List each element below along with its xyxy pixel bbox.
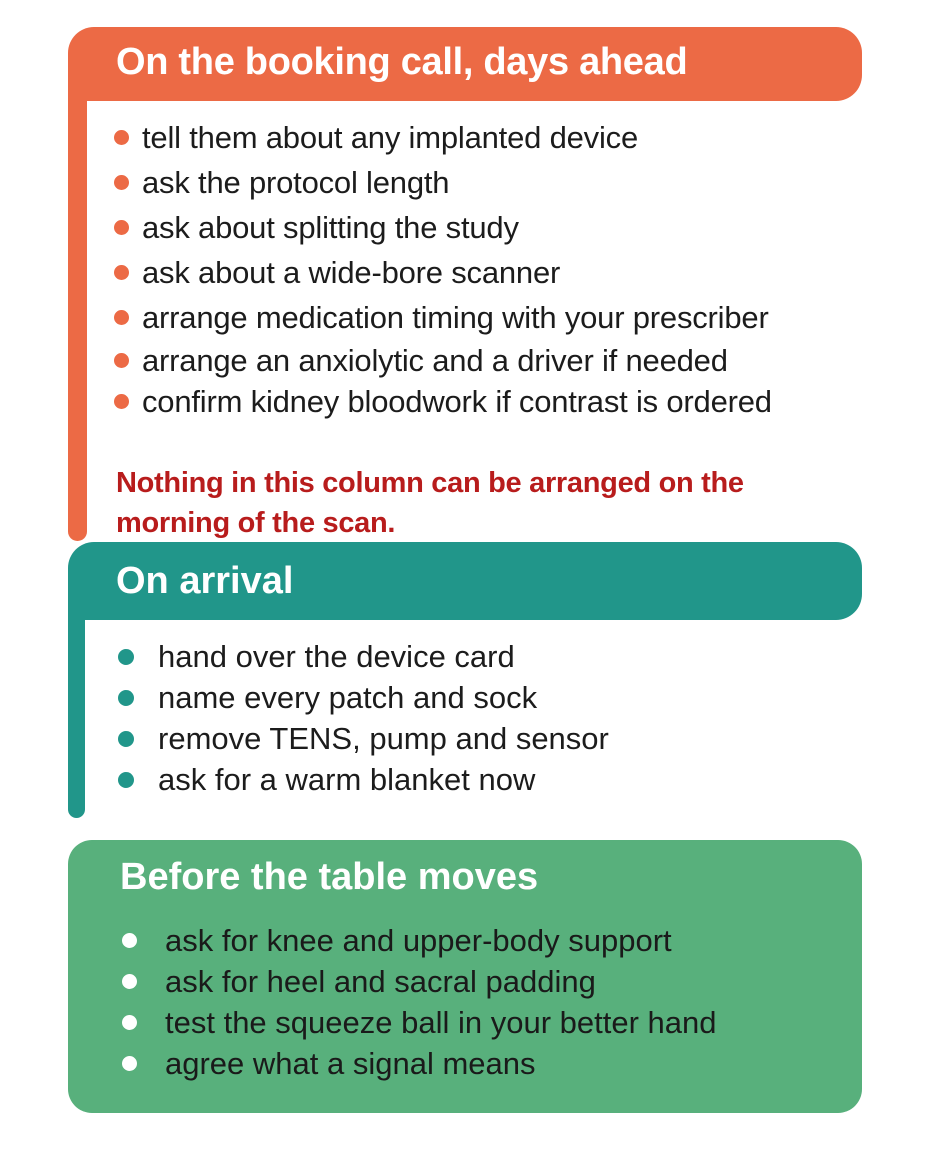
list-item xyxy=(118,636,609,677)
bullet-dot-icon xyxy=(122,933,137,948)
list-item-text: ask for heel and sacral padding xyxy=(165,963,596,999)
bullet-dot-icon xyxy=(114,265,129,280)
list-item xyxy=(114,115,772,160)
list-item-text: ask the protocol length xyxy=(142,164,450,200)
list-item-text: agree what a signal means xyxy=(165,1045,536,1081)
list-item-text: ask for a warm blanket now xyxy=(158,761,536,797)
list-item-text: name every patch and sock xyxy=(158,679,538,715)
bullet-dot-icon xyxy=(114,353,129,368)
table-section-title: Before the table moves xyxy=(120,856,539,898)
bullet-dot-icon xyxy=(114,175,129,190)
list-item-text: arrange medication timing with your prescriber xyxy=(142,299,769,335)
list-item-text: ask for knee and upper-body support xyxy=(165,922,672,958)
list-item-text: remove TENS, pump and sensor xyxy=(158,720,609,756)
bullet-dot-icon xyxy=(122,1056,137,1071)
list-item-text: confirm kidney bloodwork if contrast is ordered xyxy=(142,383,772,419)
list-item xyxy=(122,1002,716,1043)
list-item xyxy=(114,340,772,381)
list-item xyxy=(122,1043,716,1084)
arrival-section-title: On arrival xyxy=(116,560,294,602)
bullet-dot-icon xyxy=(118,731,134,747)
bullet-dot-icon xyxy=(114,310,129,325)
list-item-text: ask about a wide-bore scanner xyxy=(142,254,561,290)
list-item-text: ask about splitting the study xyxy=(142,209,519,245)
booking-section-header xyxy=(68,27,862,101)
bullet-dot-icon xyxy=(118,772,134,788)
booking-checklist xyxy=(114,115,772,422)
booking-call-section xyxy=(68,27,862,539)
list-item xyxy=(114,160,772,205)
list-item xyxy=(114,295,772,340)
booking-section-title: On the booking call, days ahead xyxy=(116,41,688,83)
list-item-text: test the squeeze ball in your better hand xyxy=(165,1004,717,1040)
bullet-dot-icon xyxy=(114,220,129,235)
list-item xyxy=(122,920,716,961)
bullet-dot-icon xyxy=(114,394,129,409)
arrival-checklist xyxy=(118,636,609,800)
booking-section-rail xyxy=(68,67,87,541)
arrival-section xyxy=(68,542,862,817)
bullet-dot-icon xyxy=(122,1015,137,1030)
list-item xyxy=(118,759,609,800)
bullet-dot-icon xyxy=(114,130,129,145)
before-table-moves-section xyxy=(68,840,862,1113)
bullet-dot-icon xyxy=(118,649,134,665)
list-item-text: tell them about any implanted device xyxy=(142,119,638,155)
list-item xyxy=(118,677,609,718)
bullet-dot-icon xyxy=(122,974,137,989)
list-item xyxy=(118,718,609,759)
list-item-text: arrange an anxiolytic and a driver if needed xyxy=(142,342,728,378)
list-item-text: hand over the device card xyxy=(158,638,515,674)
booking-warning-note: Nothing in this column can be arranged on the morning of the scan. xyxy=(116,467,744,539)
list-item xyxy=(122,961,716,1002)
list-item xyxy=(114,381,772,422)
list-item xyxy=(114,250,772,295)
bullet-dot-icon xyxy=(118,690,134,706)
arrival-section-header xyxy=(68,542,862,620)
table-checklist xyxy=(122,920,716,1084)
list-item xyxy=(114,205,772,250)
